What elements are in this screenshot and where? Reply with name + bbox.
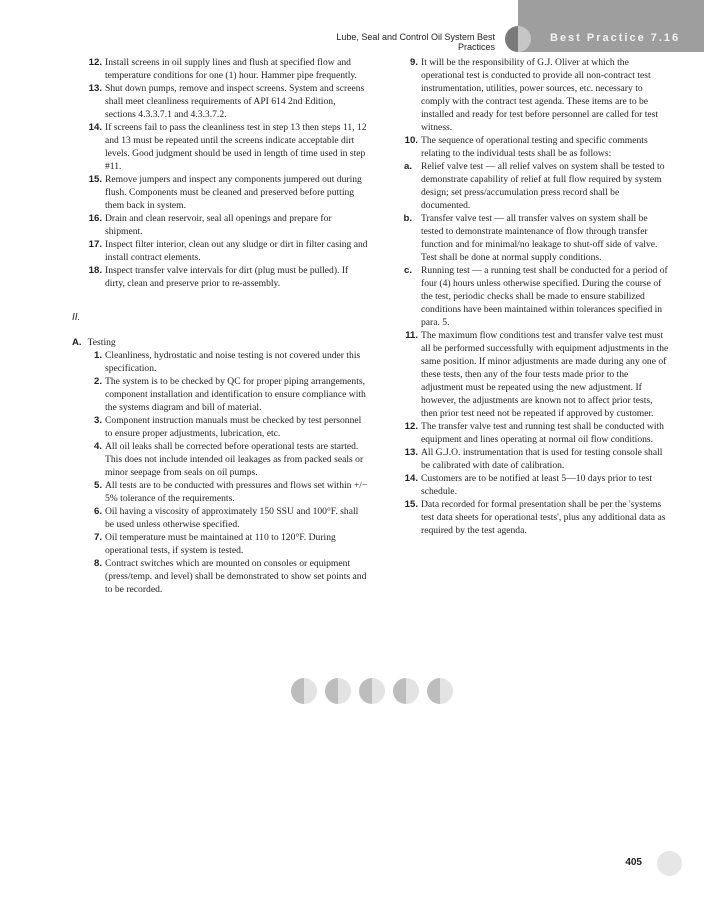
- item-text: All oil leaks shall be corrected before operational tests are started. This does not include intended oil leakages as from packed seals or minor seepage from seals on oil pumps.: [105, 441, 364, 478]
- item-number: 12.: [88, 57, 102, 68]
- decorative-circle: [291, 678, 317, 704]
- section-heading-testing: [72, 336, 368, 349]
- item-text: The maximum flow conditions test and transfer valve test must all be performed successfully with equipment adjustments in the same position. If minor adjustments are made during any one of these tests, then any of the four tests made prior to the adjustment must be repeated using the new adjustment. If however, the adjustments are known not to affect prior tests, then prior test need not be repeated if approved by customer.: [421, 330, 669, 419]
- section-title: Testing: [87, 337, 116, 348]
- list-item: [72, 375, 368, 414]
- page-number-circle: [657, 851, 682, 876]
- item-number: 16.: [88, 213, 102, 224]
- list-item: [72, 479, 368, 505]
- item-text: The sequence of operational testing and specific comments relating to the individual tests shall be as follows:: [421, 135, 648, 159]
- item-text: Data recorded for formal presentation shall be per the 'systems test data sheets for operational tests', plus any additional data as required by the test agenda.: [421, 499, 666, 536]
- item-text: Contract switches which are mounted on consoles or equipment (press/temp. and level) shall be demonstrated to show set points and to be recorded.: [105, 558, 367, 595]
- item-text: Cleanliness, hydrostatic and noise testing is not covered under this specification.: [105, 350, 361, 374]
- running-header-title: Lube, Seal and Control Oil System Best Practices: [336, 32, 495, 52]
- list-item: [72, 238, 368, 264]
- list-item: [72, 82, 368, 121]
- operational-substeps-list: [388, 160, 670, 329]
- item-number: 15.: [88, 174, 102, 185]
- item-text: Oil having a viscosity of approximately 150 SSU and 100°F. shall be used unless otherwise specified.: [105, 506, 359, 530]
- item-text: Oil temperature must be maintained at 110 to 120°F. During operational tests, if system is tested.: [105, 532, 336, 556]
- item-text: Inspect filter interior, clean out any sludge or dirt in filter casing and install contract elements.: [105, 239, 368, 263]
- item-text: Running test — a running test shall be conducted for a period of four (4) hours unless otherwise specified. During the course of the test, periodic checks shall be made to ensure stabilized conditions have been maintained within tolerances specified in para. 5.: [421, 265, 668, 328]
- item-text: If screens fail to pass the cleanliness test in step 13 then steps 11, 12 and 13 must be repeated until the screens indicate acceptable dirt levels. Good judgment should be used in length of time used in step #11.: [105, 122, 367, 172]
- decorative-circle: [427, 678, 453, 704]
- item-number: 13.: [404, 447, 418, 458]
- best-practice-label: Best Practice 7.16: [550, 32, 681, 44]
- list-item: [388, 134, 670, 160]
- list-item: [388, 498, 670, 537]
- item-text: Component instruction manuals must be checked by test personnel to ensure proper adjustments, lubrication, etc.: [105, 415, 362, 439]
- list-item: [72, 531, 368, 557]
- item-text: Drain and clean reservoir, seal all openings and prepare for shipment.: [105, 213, 332, 237]
- roman-section-marker: II.: [72, 312, 81, 323]
- item-number: 3.: [93, 415, 102, 426]
- item-text: Shut down pumps, remove and inspect screens. System and screens shall meet cleanliness requirements of API 614 2nd Edition, sections 4.3.3.7.1 and 4.3.3.7.2.: [105, 83, 365, 120]
- item-text: All tests are to be conducted with pressures and flows set within +/− 5% tolerance of the requirements.: [105, 480, 368, 504]
- item-text: Inspect transfer valve intervals for dirt (plug must be pulled). If dirty, clean and preserve prior to re-assembly.: [105, 265, 349, 289]
- item-number: 14.: [404, 473, 418, 484]
- item-text: Customers are to be notified at least 5—10 days prior to test schedule.: [421, 473, 652, 497]
- list-item: [388, 212, 670, 264]
- list-item: [72, 173, 368, 212]
- list-item: [388, 420, 670, 446]
- item-number: 4.: [93, 441, 102, 452]
- list-item: [388, 329, 670, 420]
- item-number: 17.: [88, 239, 102, 250]
- item-number: 9.: [409, 57, 418, 68]
- list-item: [72, 505, 368, 531]
- item-number: c.: [403, 265, 412, 276]
- list-item: [72, 212, 368, 238]
- item-text: Install screens in oil supply lines and flush at specified flow and temperature conditions for one (1) hour. Hammer pipe frequently.: [105, 57, 357, 81]
- decorative-circles: [291, 678, 453, 704]
- item-number: 7.: [93, 532, 102, 543]
- item-number: 12.: [404, 421, 418, 432]
- item-text: The system is to be checked by QC for proper piping arrangements, component installation and identification to ensure compliance with the systems diagram and bill of material.: [105, 376, 366, 413]
- list-item: [72, 557, 368, 596]
- list-item: [388, 472, 670, 498]
- list-item: [72, 121, 368, 173]
- item-number: 2.: [93, 376, 102, 387]
- list-item: [388, 264, 670, 329]
- item-number: 11.: [405, 330, 418, 341]
- operational-steps-list: [388, 56, 670, 160]
- item-number: 6.: [93, 506, 102, 517]
- item-number: 1.: [93, 350, 102, 361]
- item-number: 18.: [88, 265, 102, 276]
- section-letter: A.: [72, 337, 82, 348]
- right-column: [388, 56, 670, 537]
- decorative-circle: [359, 678, 385, 704]
- item-text: All G.J.O. instrumentation that is used for testing console shall be calibrated with date of calibration.: [421, 447, 663, 471]
- list-item: [72, 440, 368, 479]
- list-item: [388, 56, 670, 134]
- list-item: [72, 349, 368, 375]
- item-number: 14.: [88, 122, 102, 133]
- item-text: The transfer valve test and running test shall be conducted with equipment and lines operating at normal oil flow conditions.: [421, 421, 664, 445]
- header-band: [518, 0, 704, 52]
- item-number: 15.: [404, 499, 418, 510]
- item-number: 10.: [404, 135, 418, 146]
- list-item: [388, 160, 670, 212]
- list-item: [72, 56, 368, 82]
- item-text: Relief valve test — all relief valves on system shall be tested to demonstrate capability of relief at full flow required by system design; set press/accumulation press record shall be documented.: [421, 161, 665, 211]
- testing-steps-list: [72, 349, 368, 596]
- item-text: It will be the responsibility of G.J. Oliver at which the operational test is conducted to provide all non-contract test instrumentation, utilities, power sources, etc. necessary to comply with the contract test agenda. These items are to be installed and ready for test before personnel are called for test witness.: [421, 57, 659, 133]
- list-item: [388, 446, 670, 472]
- item-text: Transfer valve test — all transfer valves on system shall be tested to demonstrate maintenance of flow through transfer function and for minimal/no leakage to shut-off side of valve. Test shall be done at normal supply conditions.: [421, 213, 658, 263]
- list-item: [72, 264, 368, 290]
- flush-steps-list: [72, 56, 368, 290]
- item-number: b.: [403, 213, 412, 224]
- item-text: Remove jumpers and inspect any components jumpered out during flush. Components must be cleaned and preserved before putting them back in system.: [105, 174, 362, 211]
- item-number: 13.: [88, 83, 102, 94]
- item-number: 5.: [93, 480, 102, 491]
- operational-steps-list-continued: [388, 329, 670, 537]
- item-number: a.: [403, 161, 412, 172]
- decorative-circle: [393, 678, 419, 704]
- decorative-circle: [325, 678, 351, 704]
- list-item: [72, 414, 368, 440]
- left-column: [72, 56, 368, 596]
- header-circle-ornament: [505, 26, 531, 52]
- item-number: 8.: [93, 558, 102, 569]
- page-number: 405: [625, 857, 642, 868]
